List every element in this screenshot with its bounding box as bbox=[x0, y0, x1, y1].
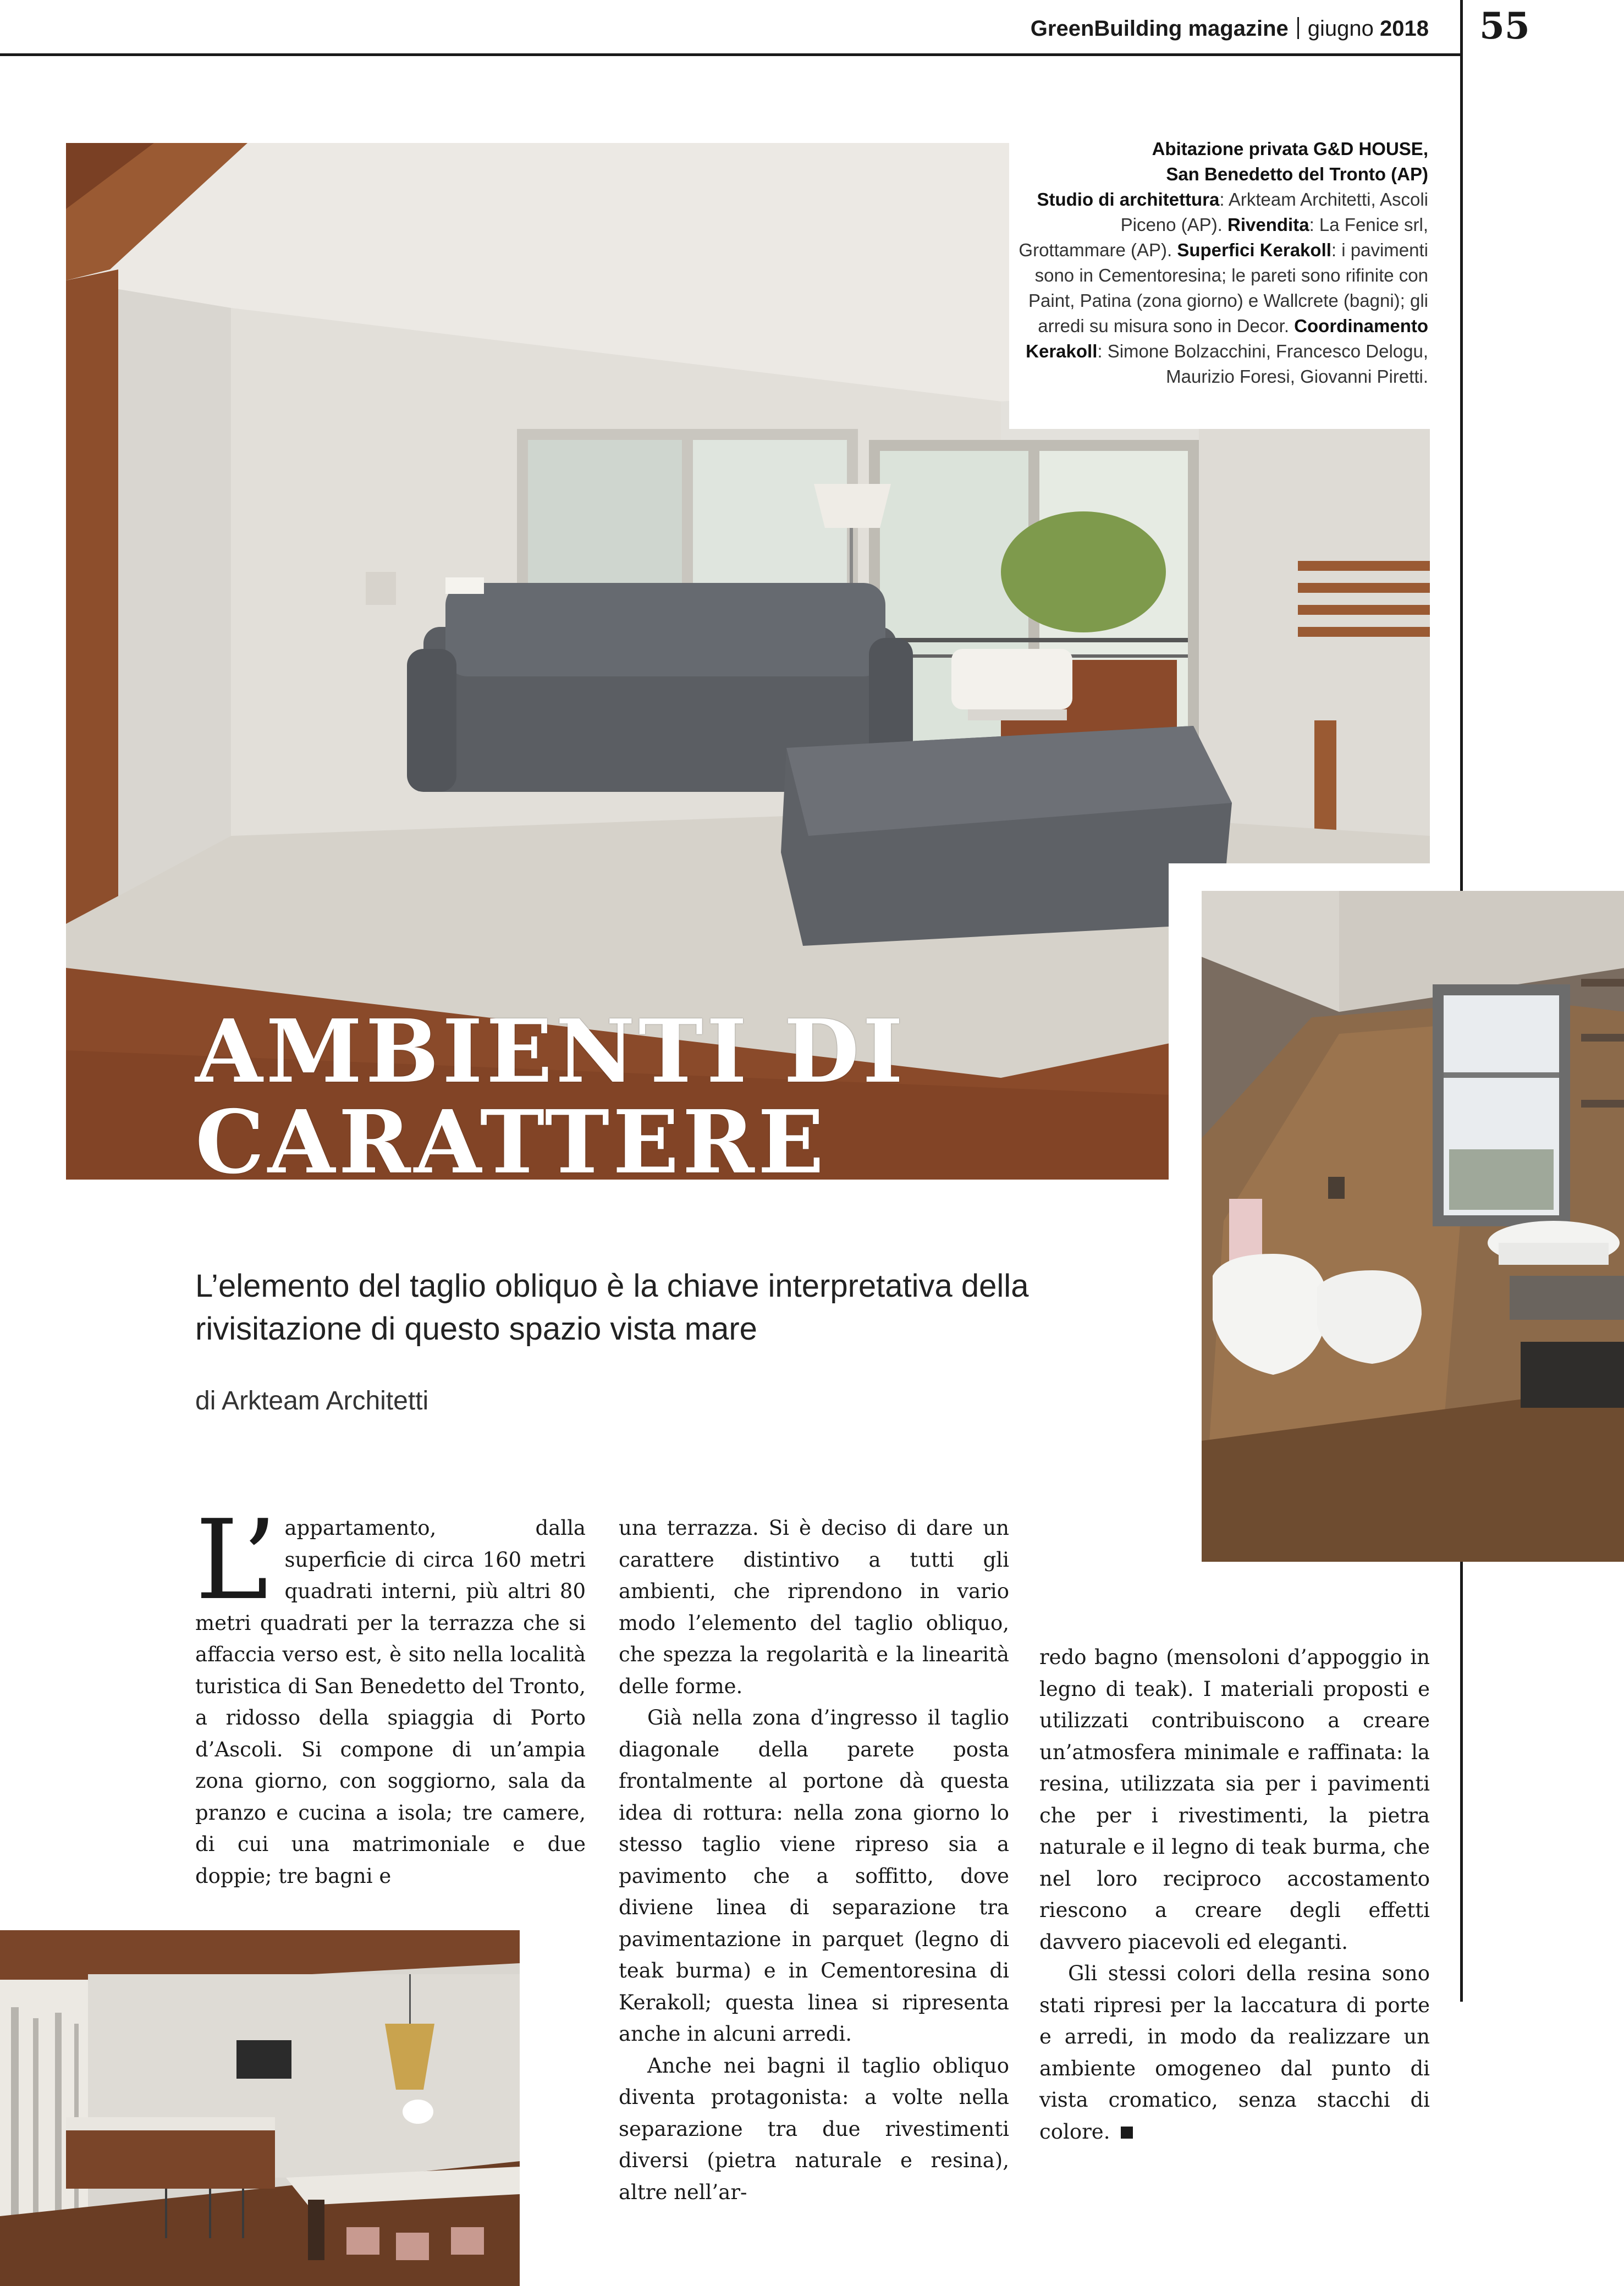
dining-room-photo bbox=[0, 1930, 520, 2286]
body-column-2 bbox=[619, 1512, 1009, 2208]
paragraph-text: Gli stessi colori della resina sono stati ripresi per la laccatura di porte e arredi, in modo da realizzare un ambiente omogeneo dal punto di vista cromatico, senza stacchi di colore. bbox=[1039, 1962, 1430, 2144]
paragraph: redo bagno (mensoloni d’appoggio in legno di teak). I materiali proposti e utilizzati contribuiscono a creare un’atmosfera minimale e raffinata: la resina, utilizzata sia per i pavimenti che per i rivestimenti, la pietra naturale e il legno di teak burma, che nel loro reciproco accostamento riescono a creare degli effetti davvero piacevoli ed eleganti. bbox=[1039, 1645, 1430, 1954]
caption-title-line1: Abitazione privata G&D HOUSE, bbox=[1152, 139, 1428, 159]
caption-coord-label: Coordinamento Kerakoll bbox=[1026, 316, 1428, 361]
title-line1: AMBIENTI DI bbox=[195, 1001, 907, 1103]
caption-studio-value: : Arkteam Architetti, Ascoli Piceno (AP). bbox=[1120, 189, 1428, 235]
header-rule bbox=[0, 53, 1463, 56]
caption-studio-label: Studio di architettura bbox=[1037, 189, 1220, 210]
paragraph: Già nella zona d’ingresso il taglio diagonale della parete posta frontalmente al portone dà questa idea di rottura: nella zona giorno lo stesso taglio viene ripreso sia a pavimento che a soffitto, dove diviene linea di separazione tra pavimentazione in parquet (legno di teak burma) e in Cementoresina di Kerakoll; questa linea si ripresenta anche in alcuni arredi. bbox=[619, 1706, 1009, 2046]
paragraph: Anche nei bagni il taglio obliquo diventa protagonista: a volte nella separazione tra due rivestimenti diversi (pietra naturale e resina), altre nell’ar- bbox=[619, 2053, 1009, 2204]
caption-body bbox=[1009, 187, 1428, 389]
end-of-article-mark bbox=[1121, 2127, 1133, 2139]
paragraph-text: appartamento, dalla superficie di circa 160 metri quadrati interni, più altri 80 metri quadrati per la terrazza che si affaccia verso est, è sito nella località turistica di San Benedetto del Tronto, a ridosso della spiaggia di Porto d’Ascoli. Si compone di un’ampia zona giorno, con soggiorno, sala da pranzo e cucina a isola; tre camere, di cui una matrimoniale e due doppie; tre bagni e bbox=[195, 1516, 586, 1888]
issue-year: 2018 bbox=[1380, 16, 1429, 41]
bathroom-photo bbox=[1202, 891, 1624, 1562]
article-author: di Arkteam Architetti bbox=[195, 1386, 429, 1415]
drop-cap: L’ bbox=[195, 1496, 277, 1624]
caption-superfici-value: : i pavimenti sono in Cementoresina; le pareti sono rifinite con Paint, Patina (zona giorno) e Wallcrete (bagni); gli arredi su misura sono in Decor. bbox=[1028, 240, 1428, 336]
caption-superfici-label: Superfici Kerakoll bbox=[1177, 240, 1331, 260]
magazine-name: GreenBuilding magazine bbox=[1030, 16, 1289, 41]
paragraph-last bbox=[1039, 1958, 1430, 2147]
issue-month: giugno bbox=[1307, 16, 1374, 41]
caption-coord-value: : Simone Bolzacchini, Francesco Delogu, Maurizio Foresi, Giovanni Piretti. bbox=[1097, 341, 1428, 387]
paragraph: una terrazza. Si è deciso di dare un carattere distintivo a tutti gli ambienti, che riprendono in vario modo l’elemento del taglio obliquo, che spezza la regolarità e la linearità delle forme. bbox=[619, 1516, 1009, 1698]
body-column-1 bbox=[195, 1496, 586, 1892]
header-separator bbox=[1297, 17, 1299, 39]
caption-rivendita-value: : La Fenice srl, Grottammare (AP). bbox=[1019, 214, 1428, 260]
running-header bbox=[1031, 12, 1429, 45]
paragraph bbox=[195, 1496, 586, 1892]
title-line2: CARATTERE bbox=[195, 1092, 828, 1193]
caption-rivendita-label: Rivendita bbox=[1227, 214, 1309, 235]
page-number: 55 bbox=[1479, 4, 1530, 47]
article-title bbox=[195, 1001, 907, 1193]
body-column-3 bbox=[1039, 1641, 1430, 2147]
article-subtitle: L’elemento del taglio obliquo è la chiave interpretativa della rivisitazione di questo spazio vista mare bbox=[195, 1268, 1029, 1347]
caption-title-line2: San Benedetto del Tronto (AP) bbox=[1166, 164, 1428, 184]
photo-caption bbox=[1009, 121, 1455, 429]
